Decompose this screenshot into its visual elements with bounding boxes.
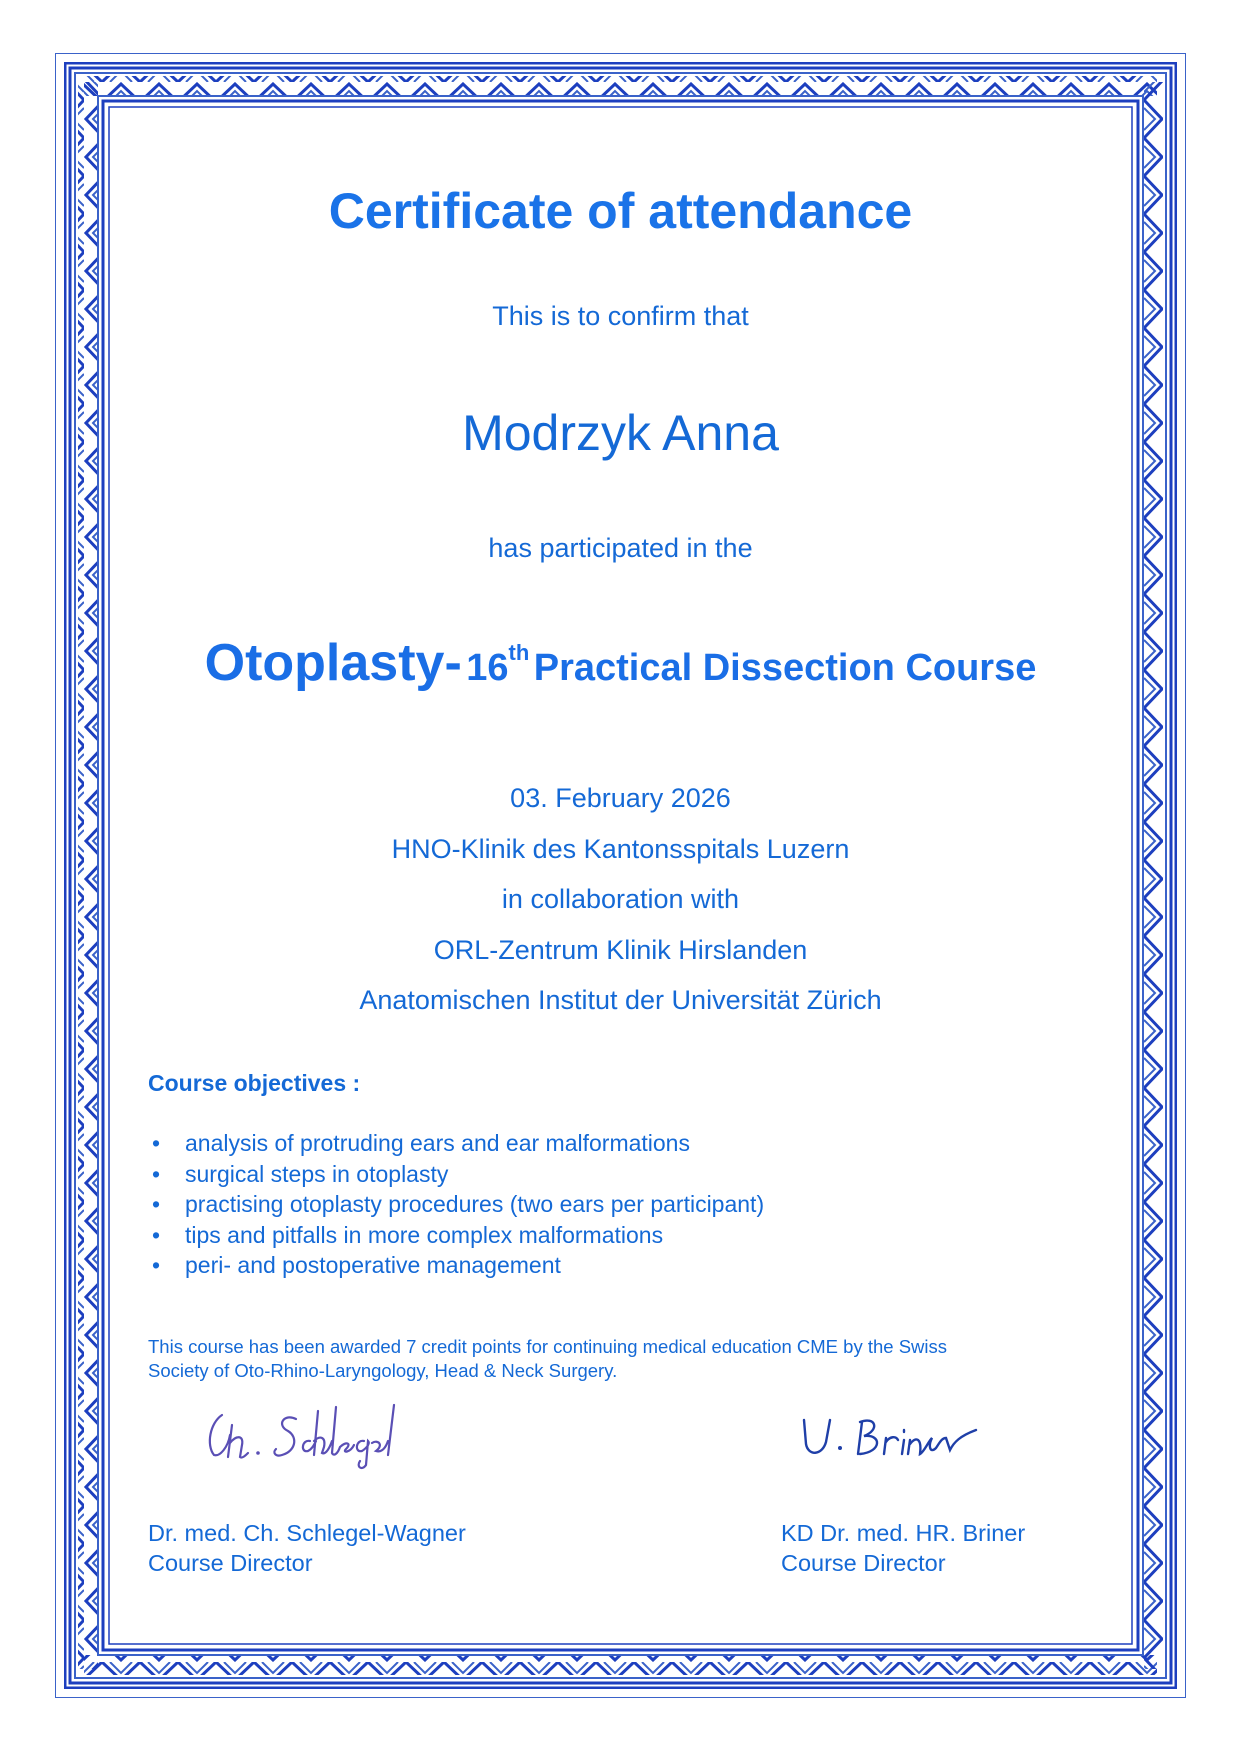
signatory-left-role: Course Director	[148, 1550, 313, 1576]
collaboration-text: in collaboration with	[501, 884, 740, 914]
partner-institute: Anatomischen Institut der Universität Zürich	[359, 985, 882, 1015]
course-edition-suffix: th	[508, 640, 530, 665]
objective-text: peri- and postoperative management	[185, 1252, 561, 1278]
course-date: 03. February 2026	[510, 783, 731, 813]
cme-statement	[148, 1335, 1088, 1382]
signature-schlegel	[200, 1395, 420, 1470]
signatory-right	[781, 1518, 1025, 1578]
objective-text: analysis of protruding ears and ear malformations	[185, 1130, 690, 1156]
confirm-text: This is to confirm that	[492, 301, 749, 331]
cme-line-1: This course has been awarded 7 credit points for continuing medical education CME by the Swiss	[148, 1336, 948, 1357]
course-type: Practical Dissection Course	[533, 647, 1037, 689]
bullet-icon: •	[152, 1191, 161, 1217]
certificate-title: Certificate of attendance	[328, 183, 913, 239]
list-item	[148, 1128, 764, 1159]
objective-text: practising otoplasty procedures (two ears per participant)	[185, 1191, 765, 1217]
list-item	[148, 1220, 764, 1251]
objectives-heading: Course objectives :	[148, 1070, 361, 1096]
list-item	[148, 1250, 764, 1281]
bullet-icon: •	[152, 1130, 161, 1156]
signatory-left	[148, 1518, 466, 1578]
course-edition-number: 16	[466, 647, 509, 689]
course-edition	[466, 640, 530, 689]
bullet-icon: •	[152, 1160, 161, 1187]
objective-text: tips and pitfalls in more complex malformations	[185, 1221, 664, 1248]
signatory-right-role: Course Director	[781, 1550, 946, 1576]
signatory-right-name: KD Dr. med. HR. Briner	[781, 1520, 1026, 1546]
list-item	[148, 1189, 764, 1220]
course-name: Otoplasty-	[204, 634, 462, 692]
cme-line-2: Society of Oto-Rhino-Laryngology, Head & Neck Surgery.	[148, 1359, 618, 1381]
partner-clinic: ORL-Zentrum Klinik Hirslanden	[433, 934, 808, 965]
objectives-list	[148, 1128, 764, 1281]
signature-briner	[800, 1412, 1000, 1472]
bullet-icon: •	[152, 1252, 161, 1278]
course-host: HNO-Klinik des Kantonsspitals Luzern	[391, 833, 850, 864]
participant-name: Modrzyk Anna	[462, 405, 779, 461]
course-title	[100, 633, 1141, 693]
signatory-left-name: Dr. med. Ch. Schlegel-Wagner	[148, 1520, 466, 1546]
course-details	[100, 773, 1141, 1026]
bullet-icon: •	[152, 1221, 161, 1248]
list-item	[148, 1159, 764, 1190]
participated-text: has participated in the	[488, 533, 753, 563]
objective-text: surgical steps in otoplasty	[185, 1160, 449, 1187]
